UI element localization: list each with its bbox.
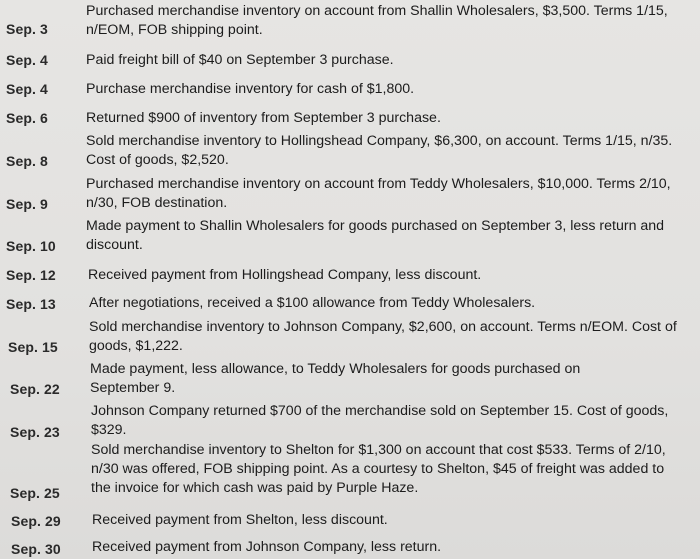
entry-description: Received payment from Shelton, less discount. [92, 512, 388, 528]
entry-date: Sep. 3 [6, 21, 48, 37]
entry-description: Paid freight bill of $40 on September 3 purchase. [86, 52, 394, 68]
entry-date: Sep. 4 [6, 52, 48, 68]
entry-description: Purchased merchandise inventory on account from Shallin Wholesalers, $3,500. Terms 1/15, n/EOM, FOB shipping point. [86, 3, 668, 38]
entry-date: Sep. 13 [6, 296, 56, 312]
entry-date: Sep. 15 [8, 339, 58, 355]
entry-date: Sep. 22 [10, 381, 60, 397]
entry-description: Made payment, less allowance, to Teddy Wholesalers for goods purchased on September 9. [90, 361, 581, 396]
entry-description: Johnson Company returned $700 of the merchandise sold on September 15. Cost of goods, $329. [91, 403, 669, 438]
entry-description: Made payment to Shallin Wholesalers for goods purchased on September 3, less return and discount. [86, 218, 665, 253]
entry-date: Sep. 10 [6, 238, 56, 254]
entry-date: Sep. 9 [6, 196, 48, 212]
entry-description: After negotiations, received a $100 allowance from Teddy Wholesalers. [89, 295, 536, 311]
entry-date: Sep. 30 [11, 541, 61, 557]
entry-date: Sep. 25 [10, 485, 60, 501]
entry-description: Purchase merchandise inventory for cash of $1,800. [86, 81, 415, 97]
entry-description: Received payment from Hollingshead Company, less discount. [88, 267, 482, 283]
entry-date: Sep. 12 [6, 267, 56, 283]
entry-date: Sep. 8 [6, 153, 48, 169]
entry-description: Purchased merchandise inventory on account from Teddy Wholesalers, $10,000. Terms 2/10, n/30, FOB destination. [86, 176, 671, 211]
entry-description: Sold merchandise inventory to Johnson Company, $2,600, on account. Terms n/EOM. Cost of goods, $1,222. [89, 319, 677, 354]
entry-date: Sep. 29 [11, 513, 61, 529]
entry-description: Received payment from Johnson Company, less return. [92, 539, 442, 555]
entry-date: Sep. 4 [6, 81, 48, 97]
entry-date: Sep. 6 [6, 110, 48, 126]
entry-date: Sep. 23 [10, 424, 60, 440]
entry-description: Sold merchandise inventory to Shelton for $1,300 on account that cost $533. Terms of 2/10, n/30 was offered, FOB shipping point. As a courtesy to Shelton, $45 of freight was added to the invoice for which cash was paid by Purple Haze. [91, 442, 666, 496]
entry-description: Returned $900 of inventory from September 3 purchase. [86, 110, 441, 126]
entry-description: Sold merchandise inventory to Hollingshead Company, $6,300, on account. Terms 1/15, n/35. Cost of goods, $2,520. [86, 133, 673, 168]
